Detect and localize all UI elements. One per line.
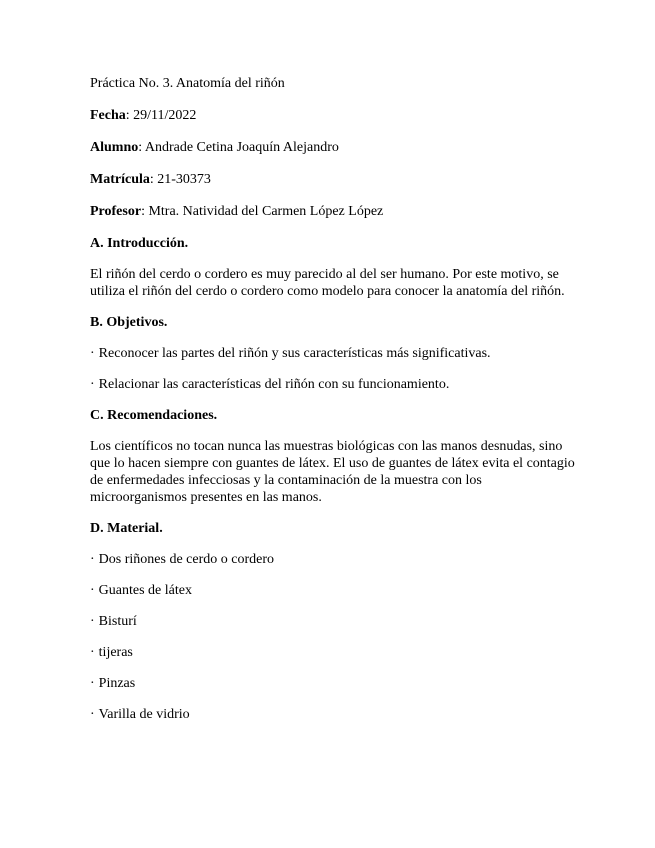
objective-item	[90, 376, 575, 393]
material-item-text: Dos riñones de cerdo o cordero	[98, 552, 274, 567]
field-enrollment-label: Matrícula	[90, 172, 150, 187]
bullet-mark: ·	[90, 614, 95, 629]
objective-item	[90, 345, 575, 362]
bullet-mark: ·	[90, 645, 95, 660]
field-professor-label: Profesor	[90, 204, 142, 219]
bullet-mark: ·	[90, 707, 95, 722]
field-professor	[90, 203, 575, 220]
recommendations-text: Los científicos no tocan nunca las muestras biológicas con las manos desnudas, sino que lo hacen siempre con guantes de látex. El uso de guantes de látex evita el contagio de enfermedades infecciosas y la contaminación de la muestra con los microorganismos presentes en las manos.	[90, 439, 575, 505]
objective-item-text: Relacionar las características del riñón con su funcionamiento.	[98, 377, 450, 392]
material-item	[90, 582, 575, 599]
material-item	[90, 706, 575, 723]
bullet-mark: ·	[90, 583, 95, 598]
field-student	[90, 139, 575, 156]
material-item	[90, 675, 575, 692]
material-heading: D. Material.	[90, 521, 163, 536]
bullet-mark: ·	[90, 346, 95, 361]
material-item-text: Pinzas	[98, 676, 136, 691]
intro-text: El riñón del cerdo o cordero es muy parecido al del ser humano. Por este motivo, se utiliza el riñón del cerdo o cordero como modelo para conocer la anatomía del riñón.	[90, 267, 565, 299]
material-item-text: Varilla de vidrio	[98, 707, 190, 722]
field-date-label: Fecha	[90, 108, 126, 123]
objectives-heading: B. Objetivos.	[90, 315, 168, 330]
recommendations-heading: C. Recomendaciones.	[90, 408, 218, 423]
objective-item-text: Reconocer las partes del riñón y sus características más significativas.	[98, 346, 491, 361]
field-enrollment	[90, 171, 575, 188]
bullet-mark: ·	[90, 676, 95, 691]
document-title: Práctica No. 3. Anatomía del riñón	[90, 76, 285, 91]
intro-heading: A. Introducción.	[90, 236, 189, 251]
bullet-mark: ·	[90, 552, 95, 567]
material-item-text: Bisturí	[98, 614, 137, 629]
material-item	[90, 551, 575, 568]
material-item-text: tijeras	[98, 645, 133, 660]
field-date-value: : 29/11/2022	[125, 108, 197, 123]
field-date	[90, 107, 575, 124]
field-professor-value: : Mtra. Natividad del Carmen López López	[141, 204, 384, 219]
field-student-value: : Andrade Cetina Joaquín Alejandro	[138, 140, 339, 155]
field-student-label: Alumno	[90, 140, 139, 155]
material-item	[90, 644, 575, 661]
material-item-text: Guantes de látex	[98, 583, 192, 598]
field-enrollment-value: : 21-30373	[149, 172, 211, 187]
bullet-mark: ·	[90, 377, 95, 392]
material-item	[90, 613, 575, 630]
